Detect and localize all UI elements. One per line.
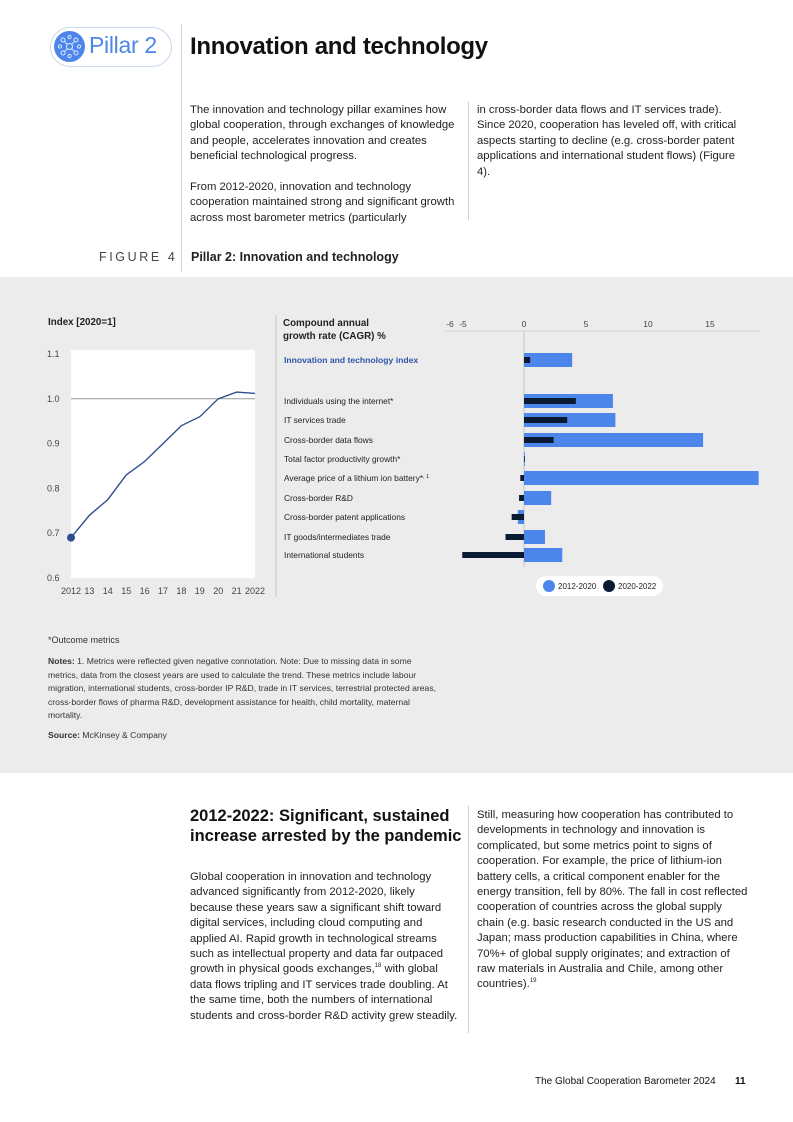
y-tick-label: 0.6	[47, 573, 60, 583]
bar-chart	[274, 315, 774, 605]
y-tick-label: 0.9	[47, 438, 60, 449]
category-label: Cross-border R&D	[284, 493, 353, 503]
column-divider	[468, 102, 469, 220]
category-label: Average price of a lithium ion battery*$^{, 1}$	[284, 473, 430, 483]
legend-swatch-2012-2020	[543, 580, 555, 592]
section-divider	[468, 806, 469, 1033]
x-tick-label: 2022	[244, 586, 266, 596]
start-point-marker	[67, 534, 75, 542]
category-label: Innovation and technology index	[284, 355, 419, 365]
outcome-metrics-note: *Outcome metrics	[48, 635, 120, 645]
x-tick-label: 14	[102, 586, 113, 596]
category-label: IT goods/intermediates trade	[284, 532, 391, 542]
bar-2020-2022	[520, 475, 524, 481]
bar-2020-2022	[524, 398, 576, 404]
category-label: Cross-border patent applications	[284, 512, 406, 522]
figure-label: FIGURE 4	[99, 250, 178, 264]
line-chart	[40, 340, 280, 605]
x-tick-label: 18	[176, 586, 187, 596]
bar-2012-2020	[524, 471, 759, 485]
footnote-ref-18: 18	[374, 963, 382, 970]
intro-right-p1: in cross-border data flows and IT services trade). Since 2020, cooperation has leveled off, with critical aspects starting to decline (e.g. cross-border patent applications and international student flows) (Figure 4).	[477, 104, 737, 178]
x-tick-label: 10	[643, 319, 653, 329]
notes-text: 1. Metrics were reflected given negative connotation. Note: Due to missing data in some metrics, data from the closest years are used to calculate the trend. These metrics include labour migration, international students, cross-border IP R&D, trade in IT services, terrestrial protected areas, cross-border flows of pharma R&D, development assistance for health, child mortality, maternal mortality.	[48, 656, 437, 720]
legend-label-2012-2020: 2012-2020	[558, 582, 597, 591]
x-tick-label: 0	[521, 319, 527, 329]
source-text: McKinsey & Company	[80, 730, 167, 740]
page-number: 11	[735, 1076, 746, 1087]
y-tick-label: 0.8	[47, 483, 60, 494]
header-divider	[181, 24, 182, 272]
y-tick-label: 0.7	[47, 528, 60, 539]
x-tick-label: 15	[705, 319, 715, 329]
notes-label: Notes:	[48, 656, 75, 666]
x-tick-label: 21	[231, 586, 242, 596]
bar-2020-2022	[524, 437, 554, 443]
bar-2020-2022	[505, 534, 524, 540]
intro-left-p2: From 2012-2020, innovation and technology cooperation maintained strong and significant growth across most barometer metrics (particularly	[190, 181, 455, 224]
bar-2020-2022	[512, 514, 524, 520]
x-tick-label: 15	[121, 586, 132, 596]
figure-title: Pillar 2: Innovation and technology	[191, 250, 399, 264]
section-right-text-a: Still, measuring how cooperation has contributed to developments in technology and innovation is complicated, but some metrics point to signs of cooperation. For example, the price of lithium-ion battery cells, a critical component enabler for the energy transition, fell by 80%. The fall in cost reflected cooperation of countries across the global supply chain (e.g. basic research conducted in the US and Japan; mass production capabilities in China, where 70%+ of global supply originates; and extraction of raw materials in Australia and Chile, among other countries).	[477, 809, 748, 991]
bar-chart-title: Compound annual growth rate (CAGR) %	[283, 318, 386, 342]
bar-2020-2022	[524, 357, 530, 363]
x-tick-label: -6	[446, 319, 454, 329]
legend-swatch-2020-2022	[603, 580, 615, 592]
x-tick-label: 5	[583, 319, 589, 329]
category-label: Individuals using the internet*	[284, 396, 394, 406]
bar-2012-2020	[524, 548, 562, 562]
x-tick-label: 16	[139, 586, 150, 596]
y-tick-label: 1.0	[47, 393, 60, 404]
x-tick-label: 20	[213, 586, 224, 596]
line-plot-area	[71, 350, 255, 578]
category-superscript: , 1	[423, 474, 430, 480]
x-tick-label: 2012	[60, 586, 82, 596]
y-tick-label: 1.1	[47, 349, 60, 359]
footer-publication: The Global Cooperation Barometer 2024	[535, 1076, 716, 1087]
pillar-badge-label: Pillar 2	[89, 32, 157, 58]
bar-2012-2020	[524, 530, 545, 544]
footnote-ref-19: 19	[529, 978, 537, 985]
intro-left-p1: The innovation and technology pillar examines how global cooperation, through exchanges of knowledge and people, accelerates innovation and creates beneficial technological progress.	[190, 104, 455, 163]
section-left-text-b: with global data flows tripling and IT services trade doubling. At the same time, both the numbers of international students and cross-border R&D activity grew steadily.	[190, 963, 458, 1022]
bar-2020-2022	[524, 417, 567, 423]
x-tick-label: -5	[459, 319, 467, 329]
bar-2020-2022	[519, 495, 524, 501]
category-label: Cross-border data flows	[284, 435, 373, 445]
section-heading: 2012-2022: Significant, sustained increase arrested by the pandemic	[190, 807, 462, 845]
x-tick-label: 19	[194, 586, 205, 596]
category-label: IT services trade	[284, 415, 346, 425]
x-tick-label: 13	[84, 586, 95, 596]
source-block	[48, 729, 167, 743]
section-left-text	[190, 870, 460, 1024]
bar-2012-2020	[524, 353, 572, 367]
category-label: Total factor productivity growth*	[284, 454, 401, 464]
section-left-text-a: Global cooperation in innovation and technology advanced significantly from 2012-2020, likely because these years saw a significant shift toward digital services, including cloud computing and applied AI. Rapid growth in technological streams such as intellectual property and data far outpaced growth in physical goods exchanges,	[190, 871, 444, 976]
line-chart-ylabel: Index [2020=1]	[48, 317, 116, 328]
notes-block	[48, 655, 443, 723]
category-label: International students	[284, 550, 365, 560]
bar-2020-2022	[524, 456, 525, 462]
page-title: Innovation and technology	[190, 33, 488, 60]
bar-2012-2020	[524, 491, 551, 505]
bar-2020-2022	[462, 552, 524, 558]
source-label: Source:	[48, 730, 80, 740]
section-right-text	[477, 808, 749, 993]
x-tick-label: 17	[157, 586, 169, 596]
network-icon	[54, 31, 85, 62]
legend-label-2020-2022: 2020-2022	[618, 582, 657, 591]
